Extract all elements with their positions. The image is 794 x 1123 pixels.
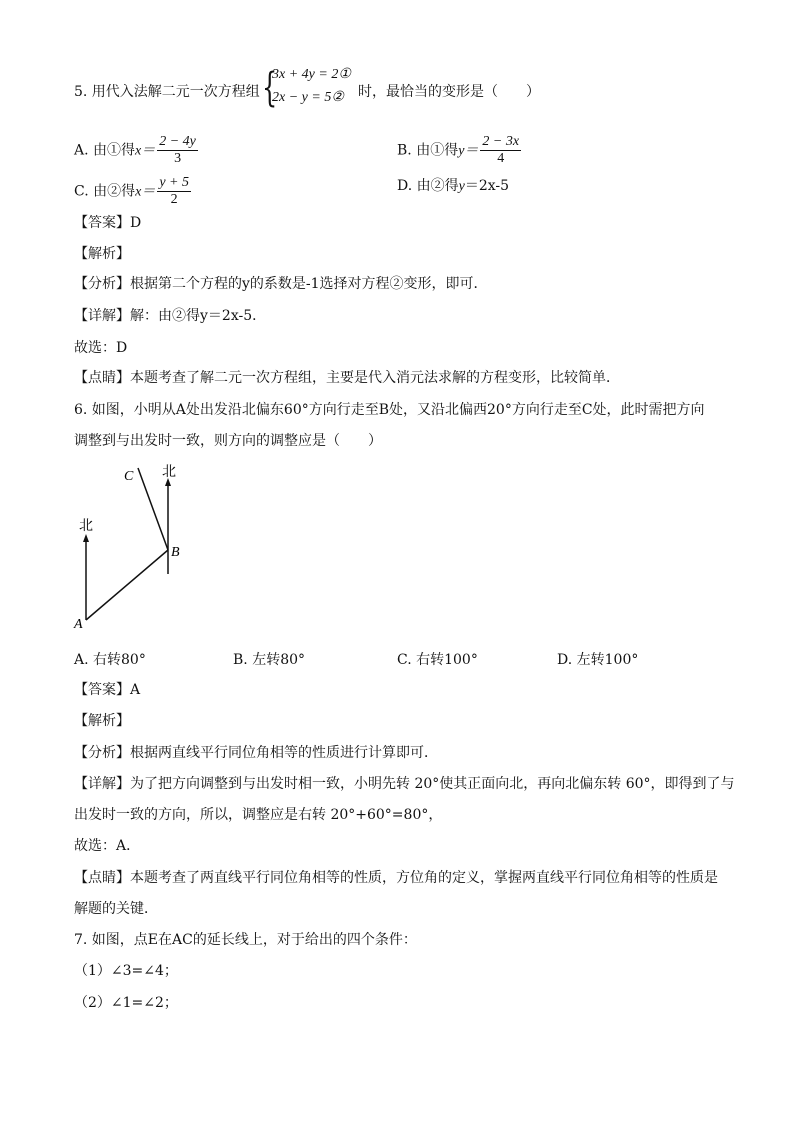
- q5-stem-prefix: 5. 用代入法解二元一次方程组: [74, 84, 260, 100]
- q6-option-b[interactable]: B. 左转80°: [233, 652, 306, 668]
- q5-stem-suffix: 时，最恰当的变形是（ ）: [358, 84, 540, 100]
- option-a-label: A. 由①得: [74, 142, 136, 159]
- q6-option-d[interactable]: D. 左转100°: [557, 652, 639, 668]
- q6-answer: 【答案】A: [74, 682, 141, 698]
- option-b-var: y＝: [458, 143, 479, 159]
- q6-xiangjie-line2: 出发时一致的方向，所以，调整应是右转 20°+60°=80°，: [74, 807, 443, 823]
- q6-dianjing-line1: 【点睛】本题考查了两直线平行同位角相等的性质，方位角的定义，掌握两直线平行同位角相等的性质是: [74, 870, 718, 886]
- fraction-denominator: 2: [170, 192, 178, 207]
- q7-condition-2: （2）∠1=∠2；: [74, 995, 178, 1011]
- brace-symbol: {: [262, 65, 278, 111]
- option-a-var: x＝: [135, 143, 156, 159]
- q6-option-a[interactable]: A. 右转80°: [74, 652, 146, 668]
- q5-dianjing: 【点睛】本题考查了解二元一次方程组，主要是代入消元法求解的方程变形，比较简单．: [74, 370, 620, 386]
- label-north-a: 北: [79, 519, 93, 534]
- option-d-expr: ＝2x-5: [464, 178, 510, 194]
- q6-dianjing-line2: 解题的关键．: [74, 901, 158, 917]
- q5-guxuan: 故选：D: [74, 340, 128, 356]
- q6-stem-line2: 调整到与出发时一致，则方向的调整应是（ ）: [74, 433, 382, 449]
- option-d-label: D. 由②得: [397, 178, 459, 194]
- segment-ab: [86, 550, 168, 620]
- fraction-numerator: y + 5: [159, 175, 190, 190]
- q6-direction-figure: [70, 462, 190, 632]
- q5-xiangjie: 【详解】解：由②得y＝2x-5．: [74, 308, 267, 324]
- q5-equation-1: 3x + 4y = 2①: [272, 67, 351, 82]
- north-arrow-a-icon: [83, 534, 89, 542]
- q5-fenxi: 【分析】根据第二个方程的y的系数是-1选择对方程②变形，即可．: [74, 276, 488, 292]
- option-a-fraction: [157, 134, 198, 167]
- option-b-label: B. 由①得: [397, 142, 459, 159]
- label-north-b: 北: [162, 465, 176, 480]
- q7-condition-1: （1）∠3=∠4；: [74, 963, 178, 979]
- q5-answer: 【答案】D: [74, 215, 142, 231]
- q5-option-c[interactable]: [74, 175, 193, 208]
- q7-stem: 7. 如图，点E在AC的延长线上，对于给出的四个条件：: [74, 932, 417, 948]
- fraction-numerator: 2 − 3x: [482, 134, 520, 149]
- option-c-label: C. 由②得: [74, 183, 136, 200]
- label-b: B: [171, 545, 180, 560]
- q6-guxuan: 故选：A．: [74, 838, 141, 854]
- q6-option-c[interactable]: C. 右转100°: [397, 652, 478, 668]
- q5-stem: [74, 82, 260, 102]
- option-b-fraction: [480, 134, 521, 167]
- option-c-var: x＝: [135, 184, 156, 200]
- q6-jiexi: 【解析】: [74, 713, 130, 729]
- q5-jiexi: 【解析】: [74, 246, 130, 262]
- option-d-var: y: [458, 179, 465, 194]
- q6-fenxi: 【分析】根据两直线平行同位角相等的性质进行计算即可．: [74, 745, 438, 761]
- fraction-denominator: 3: [174, 151, 182, 166]
- q5-option-a[interactable]: [74, 134, 200, 167]
- fraction-denominator: 4: [497, 151, 505, 166]
- segment-bc: [138, 468, 168, 550]
- q5-option-d[interactable]: [397, 176, 509, 197]
- label-a: A: [74, 617, 83, 632]
- fraction-numerator: 2 − 4y: [159, 134, 196, 149]
- q5-option-b[interactable]: [397, 134, 523, 167]
- q6-xiangjie-line1: 【详解】为了把方向调整到与出发时相一致，小明先转 20°使其正面向北，再向北偏东转 60°，即得到了与: [74, 776, 735, 792]
- q6-stem-line1: 6. 如图，小明从A处出发沿北偏东60°方向行走至B处，又沿北偏西20°方向行走至C处，此时需把方向: [74, 402, 705, 418]
- option-c-fraction: [157, 175, 191, 208]
- q5-equation-2: 2x − y = 5②: [272, 90, 344, 105]
- label-c: C: [124, 469, 134, 484]
